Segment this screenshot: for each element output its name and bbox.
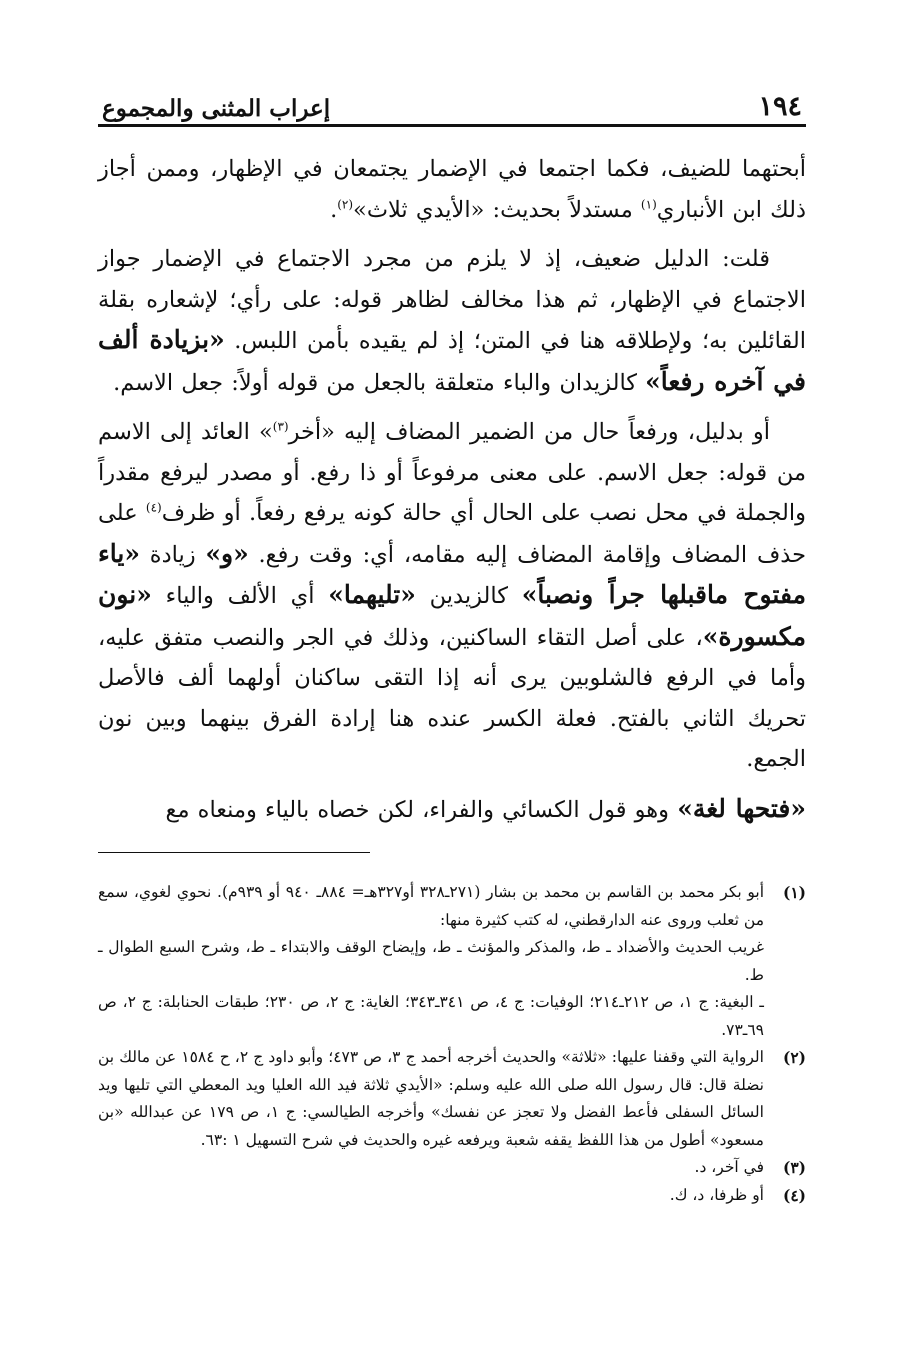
footnote-3 — [98, 1154, 806, 1182]
paragraph-text: على حذف المضاف وإقامة المضاف إليه مقامه، أي: وقت رفع. — [98, 500, 806, 568]
main-text — [98, 149, 806, 830]
paragraph-4 — [98, 789, 806, 831]
footnote-marker: (٤) — [782, 1185, 806, 1205]
footnote-ref: (١) — [640, 197, 657, 211]
page-number: ١٩٤ — [758, 91, 802, 122]
footnote-ref: (٣) — [272, 419, 289, 434]
matn-quote: «نون مكسورة» — [98, 580, 806, 651]
footnote-line: أبو بكر محمد بن القاسم بن محمد بن بشار (٢٧١ـ٣٢٨ أو٣٢٧هـ= ٨٨٤ـ ٩٤٠ أو ٩٣٩م). نحوي لغوي، سمع من ثعلب وروى عنه الدارقطني، له كتب كثيرة منها: — [98, 883, 765, 929]
paragraph-3 — [98, 412, 806, 780]
paragraph-text: . — [330, 196, 338, 223]
paragraph-text: ، على أصل التقاء الساكنين، وذلك في الجر والنصب متفق عليه، وأما في الرفع فالشلوبين يرى أنه إذا التقى ساكنان أولهما ألف فالأصل تحريك الثاني بالفتح. فعلة الكسر عنده هنا إرادة الفرق بينهما وبين نون الجمع. — [98, 624, 806, 772]
running-title: إعراب المثنى والمجموع — [102, 95, 331, 122]
paragraph-text: زيادة — [139, 541, 206, 568]
paragraph-text: كالزيدين — [415, 583, 522, 609]
footnote-line: ـ البغية: ج ١، ص ٢١٢ـ٢١٤؛ الوفيات: ج ٤، ص ٣٤١ـ٣٤٣؛ الغاية: ج ٢، ص ٢٣٠؛ طبقات الحنابلة: ج ٢، ص ٦٩ـ٧٣. — [98, 993, 764, 1039]
footnote-line: أو ظرفا، د، ك. — [669, 1185, 764, 1204]
footnote-4 — [98, 1182, 806, 1210]
paragraph-text: وهو قول الكسائي والفراء، لكن خصاه بالياء ومنعاه مع — [165, 796, 678, 823]
book-page — [98, 88, 806, 1209]
footnote-line: غريب الحديث والأضداد ـ ط، والمذكر والمؤنث ـ ط، وإيضاح الوقف والابتداء ـ ط، وشرح السبع الطوال ـ ط. — [98, 938, 764, 984]
footnote-body — [98, 1044, 764, 1154]
footnote-line: في آخر، د. — [694, 1158, 764, 1176]
footnote-body — [98, 879, 764, 1044]
paragraph-text: أبحتهما للضيف، فكما اجتمعا في الإضمار يجتمعان في الإظهار، وممن أجاز ذلك ابن الأنباري — [98, 156, 806, 223]
footnote-line: الرواية التي وقفنا عليها: «ثلاثة» والحديث أخرجه أحمد ج ٣، ص ٤٧٣؛ وأبو داود ج ٢، ح ١٥٨٤ عن مالك بن نضلة قال: قال رسول الله صلى الله عليه وسلم: «الأيدي ثلاثة فيد الله العليا ويد المعطي التي تليها ويد السائل السفلى فأعط الفضل ولا تعجز عن نفسك» وأخرجه الطيالسي: ج ١، ص ١٧٩ عن عبدالله «بن مسعود» أطول من هذا اللفظ يقفه شعبة ويرفعه غيره والحديث في شرح التسهيل ١ :٦٣. — [98, 1048, 764, 1149]
footnote-marker: (٣) — [782, 1158, 806, 1177]
footnote-1 — [98, 879, 806, 1044]
matn-quote: «فتحها لغة» — [677, 793, 806, 823]
matn-quote: «و» — [205, 538, 249, 568]
matn-quote: «ياء مفتوح ماقبلها جراً ونصباً» — [98, 538, 806, 609]
footnote-2 — [98, 1044, 806, 1154]
paragraph-text: » العائد إلى الاسم من قوله: جعل الاسم. على معنى مرفوعاً أو ذا رفع. أو مصدر ليرفع مقدراً والجملة في محل نصب على الحال أي حالة كونه يرفع رفعاً. أو ظرف — [98, 419, 806, 526]
footnote-body — [98, 1182, 764, 1210]
page-header — [98, 88, 806, 127]
matn-quote: «تليهما» — [328, 580, 416, 609]
footnote-ref: (٤) — [145, 500, 162, 515]
footnote-marker: (٢) — [782, 1048, 806, 1067]
paragraph-text: مستدلاً بحديث: «الأيدي ثلاث» — [353, 196, 641, 223]
matn-quote: «بزيادة ألف في آخره رفعاً» — [98, 325, 806, 396]
footnotes — [98, 879, 806, 1209]
paragraph-text: أي الألف والياء — [151, 583, 329, 609]
paragraph-text: أو بدليل، ورفعاً حال من الضمير المضاف إليه «أخر — [288, 419, 770, 445]
paragraph-1 — [98, 149, 806, 230]
paragraph-2 — [98, 239, 806, 403]
paragraph-text: كالزيدان والباء متعلقة بالجعل من قوله أولاً: جعل الاسم. — [113, 369, 646, 396]
footnote-body — [98, 1154, 764, 1182]
paragraph-text: قلت: الدليل ضعيف، إذ لا يلزم من مجرد الاجتماع في الإضمار جواز الاجتماع في الإظهار، ثم هذا مخالف لظاهر قوله: على رأي؛ لإشعاره بقلة القائلين به؛ ولإطلاقه هنا في المتن؛ إذ لم يقيده بأمن اللبس. — [98, 246, 806, 354]
footnote-separator — [98, 852, 370, 853]
footnote-marker: (١) — [782, 883, 806, 902]
footnote-ref: (٢) — [337, 197, 354, 211]
